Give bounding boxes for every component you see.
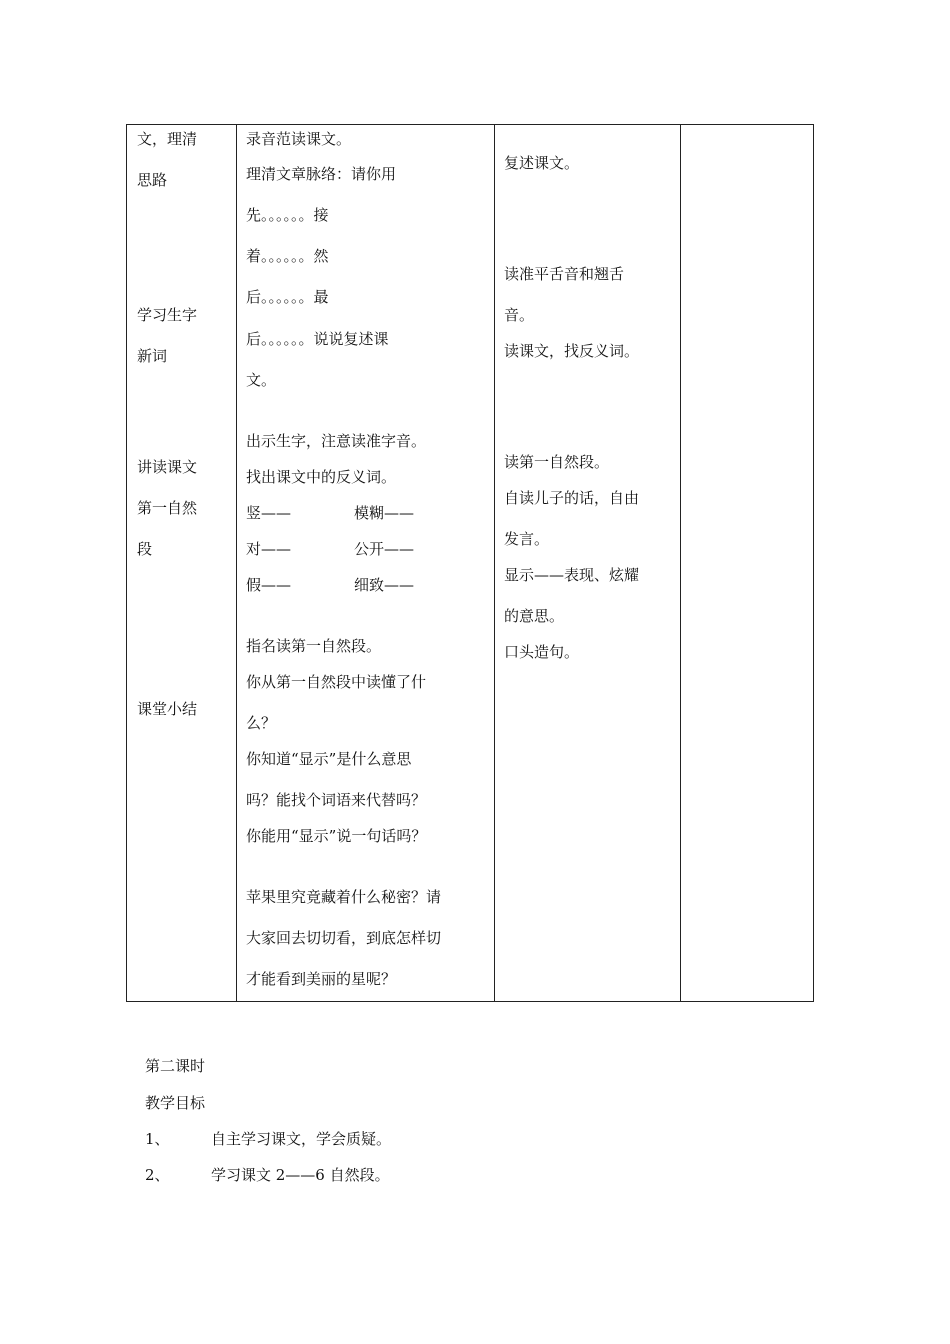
goal-text: 自主学习课文，学会质疑。 [211,1130,392,1148]
teacher-text: 苹果里究竟藏着什么秘密？请 [246,888,442,906]
teacher-text: 你从第一自然段中读懂了什 [246,673,427,691]
teacher-text: 吗？能找个词语来代替吗？ [246,791,427,809]
teacher-text: 先。。。。。。接 [246,206,329,224]
step-text: 讲读课文 [137,458,198,476]
student-text: 读准平舌音和翘舌 [504,265,625,283]
teacher-text: 你知道“显示”是什么意思 [246,750,412,768]
teacher-text: 大家回去切切看，到底怎样切 [246,929,442,947]
teacher-text: 指名读第一自然段。 [246,637,382,655]
student-text: 复述课文。 [504,154,580,172]
student-text: 口头造句。 [504,643,580,661]
step-text: 新词 [137,347,168,365]
teacher-text: 出示生字，注意读准字音。 [246,432,427,450]
column-divider [680,125,681,1001]
teacher-text: 文。 [246,371,277,389]
antonym-item: 竖—— [246,504,292,522]
student-text: 读第一自然段。 [504,453,610,471]
step-text: 课堂小结 [137,700,198,718]
teacher-text: 找出课文中的反义词。 [246,468,397,486]
antonym-item: 对—— [246,540,292,558]
teacher-text: 着。。。。。。然 [246,247,329,265]
student-text: 自读儿子的话，自由 [504,489,640,507]
goals-heading: 教学目标 [145,1094,206,1112]
step-text: 学习生字 [137,306,198,324]
goal-number: 1、 [145,1130,170,1148]
lesson-title: 第二课时 [145,1057,206,1075]
step-text: 文，理清 [137,130,198,148]
lesson-table [126,124,814,1002]
teacher-text: 么？ [246,714,277,732]
step-text: 思路 [137,171,168,189]
teacher-text: 后。。。。。。说说复述课 [246,330,389,348]
student-text: 显示——表现、炫耀 [504,566,640,584]
student-text: 读课文，找反义词。 [504,342,640,360]
teacher-text: 你能用“显示”说一句话吗？ [246,827,427,845]
column-divider [494,125,495,1001]
student-text: 音。 [504,306,535,324]
student-text: 的意思。 [504,607,565,625]
teacher-text: 后。。。。。。最 [246,288,329,306]
goal-number: 2、 [145,1166,170,1184]
teacher-text: 理清文章脉络：请你用 [246,165,397,183]
antonym-item: 模糊—— [354,504,415,522]
goal-text: 学习课文 2——6 自然段。 [211,1166,390,1184]
antonym-item: 细致—— [354,576,415,594]
column-divider [236,125,237,1001]
step-text: 第一自然 [137,499,198,517]
teacher-text: 录音范读课文。 [246,130,352,148]
antonym-item: 公开—— [354,540,415,558]
teacher-text: 才能看到美丽的星呢？ [246,970,397,988]
student-text: 发言。 [504,530,550,548]
step-text: 段 [137,540,153,558]
antonym-item: 假—— [246,576,292,594]
